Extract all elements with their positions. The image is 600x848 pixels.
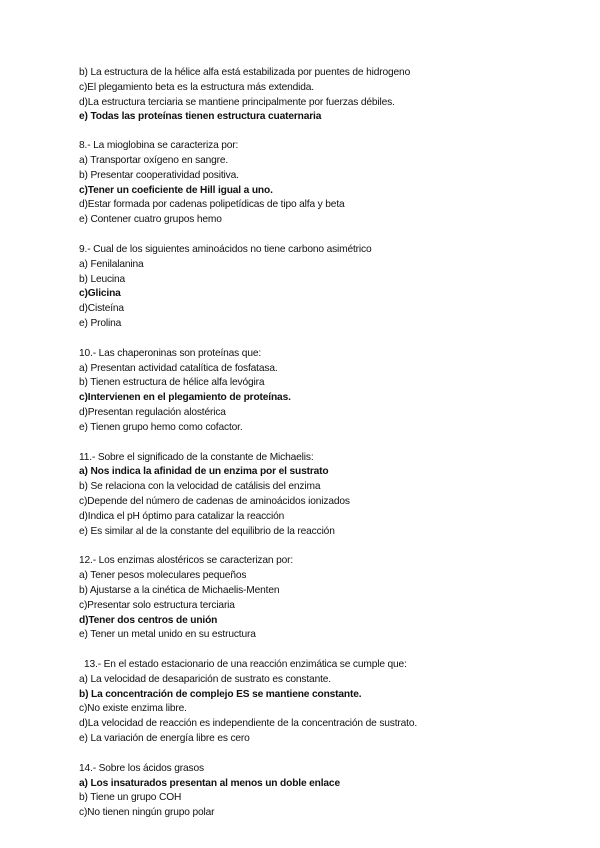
answer-option: c)El plegamiento beta es la estructura más extendida. [79, 81, 314, 93]
correct-answer-option: d)Tener dos centros de unión [79, 614, 218, 626]
answer-option: a) Presentan actividad catalítica de fosfatasa. [79, 362, 278, 374]
question-text: 12.- Los enzimas alostéricos se caracterizan por: [79, 555, 294, 567]
answer-option: b) Tiene un grupo COH [79, 792, 182, 804]
question-text: 8.- La mioglobina se caracteriza por: [79, 140, 239, 152]
document-content [79, 66, 584, 836]
answer-option: b) La estructura de la hélice alfa está estabilizada por puentes de hidrogeno [79, 67, 411, 78]
question-block [79, 451, 584, 540]
answer-option: e) Contener cuatro grupos hemo [79, 214, 222, 226]
correct-answer-option: c)Intervienen en el plegamiento de proteínas. [79, 392, 291, 404]
answer-option: a) Transportar oxígeno en sangre. [79, 154, 229, 166]
correct-answer-option: e) Todas las proteínas tienen estructura cuaternaria [79, 111, 322, 123]
answer-option: a) Tener pesos moleculares pequeños [79, 570, 247, 582]
answer-option: d)Presentan regulación alostérica [79, 406, 226, 418]
answer-option: e) Tienen grupo hemo como cofactor. [79, 421, 243, 433]
answer-option: c)Depende del número de cadenas de aminoácidos ionizados [79, 495, 350, 507]
answer-option: d)La estructura terciaria se mantiene principalmente por fuerzas débiles. [79, 96, 395, 108]
question-text: 9.- Cual de los siguientes aminoácidos no tiene carbono asimétrico [79, 243, 372, 255]
question-text: 11.- Sobre el significado de la constante de Michaelis: [79, 451, 314, 463]
answer-option: b) Presentar cooperatividad positiva. [79, 169, 239, 181]
question-block [79, 658, 584, 747]
answer-option: a) La velocidad de desaparición de sustrato es constante. [79, 673, 331, 685]
answer-option: e) Prolina [79, 317, 122, 329]
answer-option: d)Estar formada por cadenas polipetídicas de tipo alfa y beta [79, 199, 345, 211]
answer-option: c)Presentar solo estructura terciaria [79, 599, 235, 611]
correct-answer-option: a) Nos indica la afinidad de un enzima por el sustrato [79, 466, 329, 478]
answer-option: b) Ajustarse a la cinética de Michaelis-Menten [79, 584, 280, 596]
question-block [79, 347, 584, 436]
answer-option: e) Tener un metal unido en su estructura [79, 629, 256, 641]
question-7-continuation [79, 66, 584, 125]
answer-option: b) Se relaciona con la velocidad de catálisis del enzima [79, 481, 321, 493]
correct-answer-option: b) La concentración de complejo ES se mantiene constante. [79, 688, 362, 700]
answer-option: d)Indica el pH óptimo para catalizar la reacción [79, 510, 285, 522]
answer-option: d)La velocidad de reacción es independiente de la concentración de sustrato. [79, 718, 418, 730]
correct-answer-option: c)Glicina [79, 288, 121, 300]
question-block [79, 762, 584, 821]
question-block [79, 554, 584, 643]
answer-option: b) Tienen estructura de hélice alfa levógira [79, 377, 265, 389]
question-text: 14.- Sobre los ácidos grasos [79, 762, 204, 774]
answer-option: a) Fenilalanina [79, 258, 144, 270]
answer-option: e) La variación de energía libre es cero [79, 733, 250, 745]
answer-option: c)No existe enzima libre. [79, 703, 187, 715]
question-text: 13.- En el estado estacionario de una reacción enzimática se cumple que: [84, 659, 407, 671]
answer-option: b) Leucina [79, 273, 126, 285]
question-block [79, 139, 584, 228]
correct-answer-option: c)Tener un coeficiente de Hill igual a uno. [79, 184, 273, 196]
answer-option: d)Cisteína [79, 303, 124, 315]
question-text: 10.- Las chaperoninas son proteínas que: [79, 347, 262, 359]
answer-option: e) Es similar al de la constante del equilibrio de la reacción [79, 525, 335, 537]
question-block [79, 243, 584, 332]
answer-option: c)No tienen ningún grupo polar [79, 807, 215, 819]
correct-answer-option: a) Los insaturados presentan al menos un doble enlace [79, 777, 340, 789]
